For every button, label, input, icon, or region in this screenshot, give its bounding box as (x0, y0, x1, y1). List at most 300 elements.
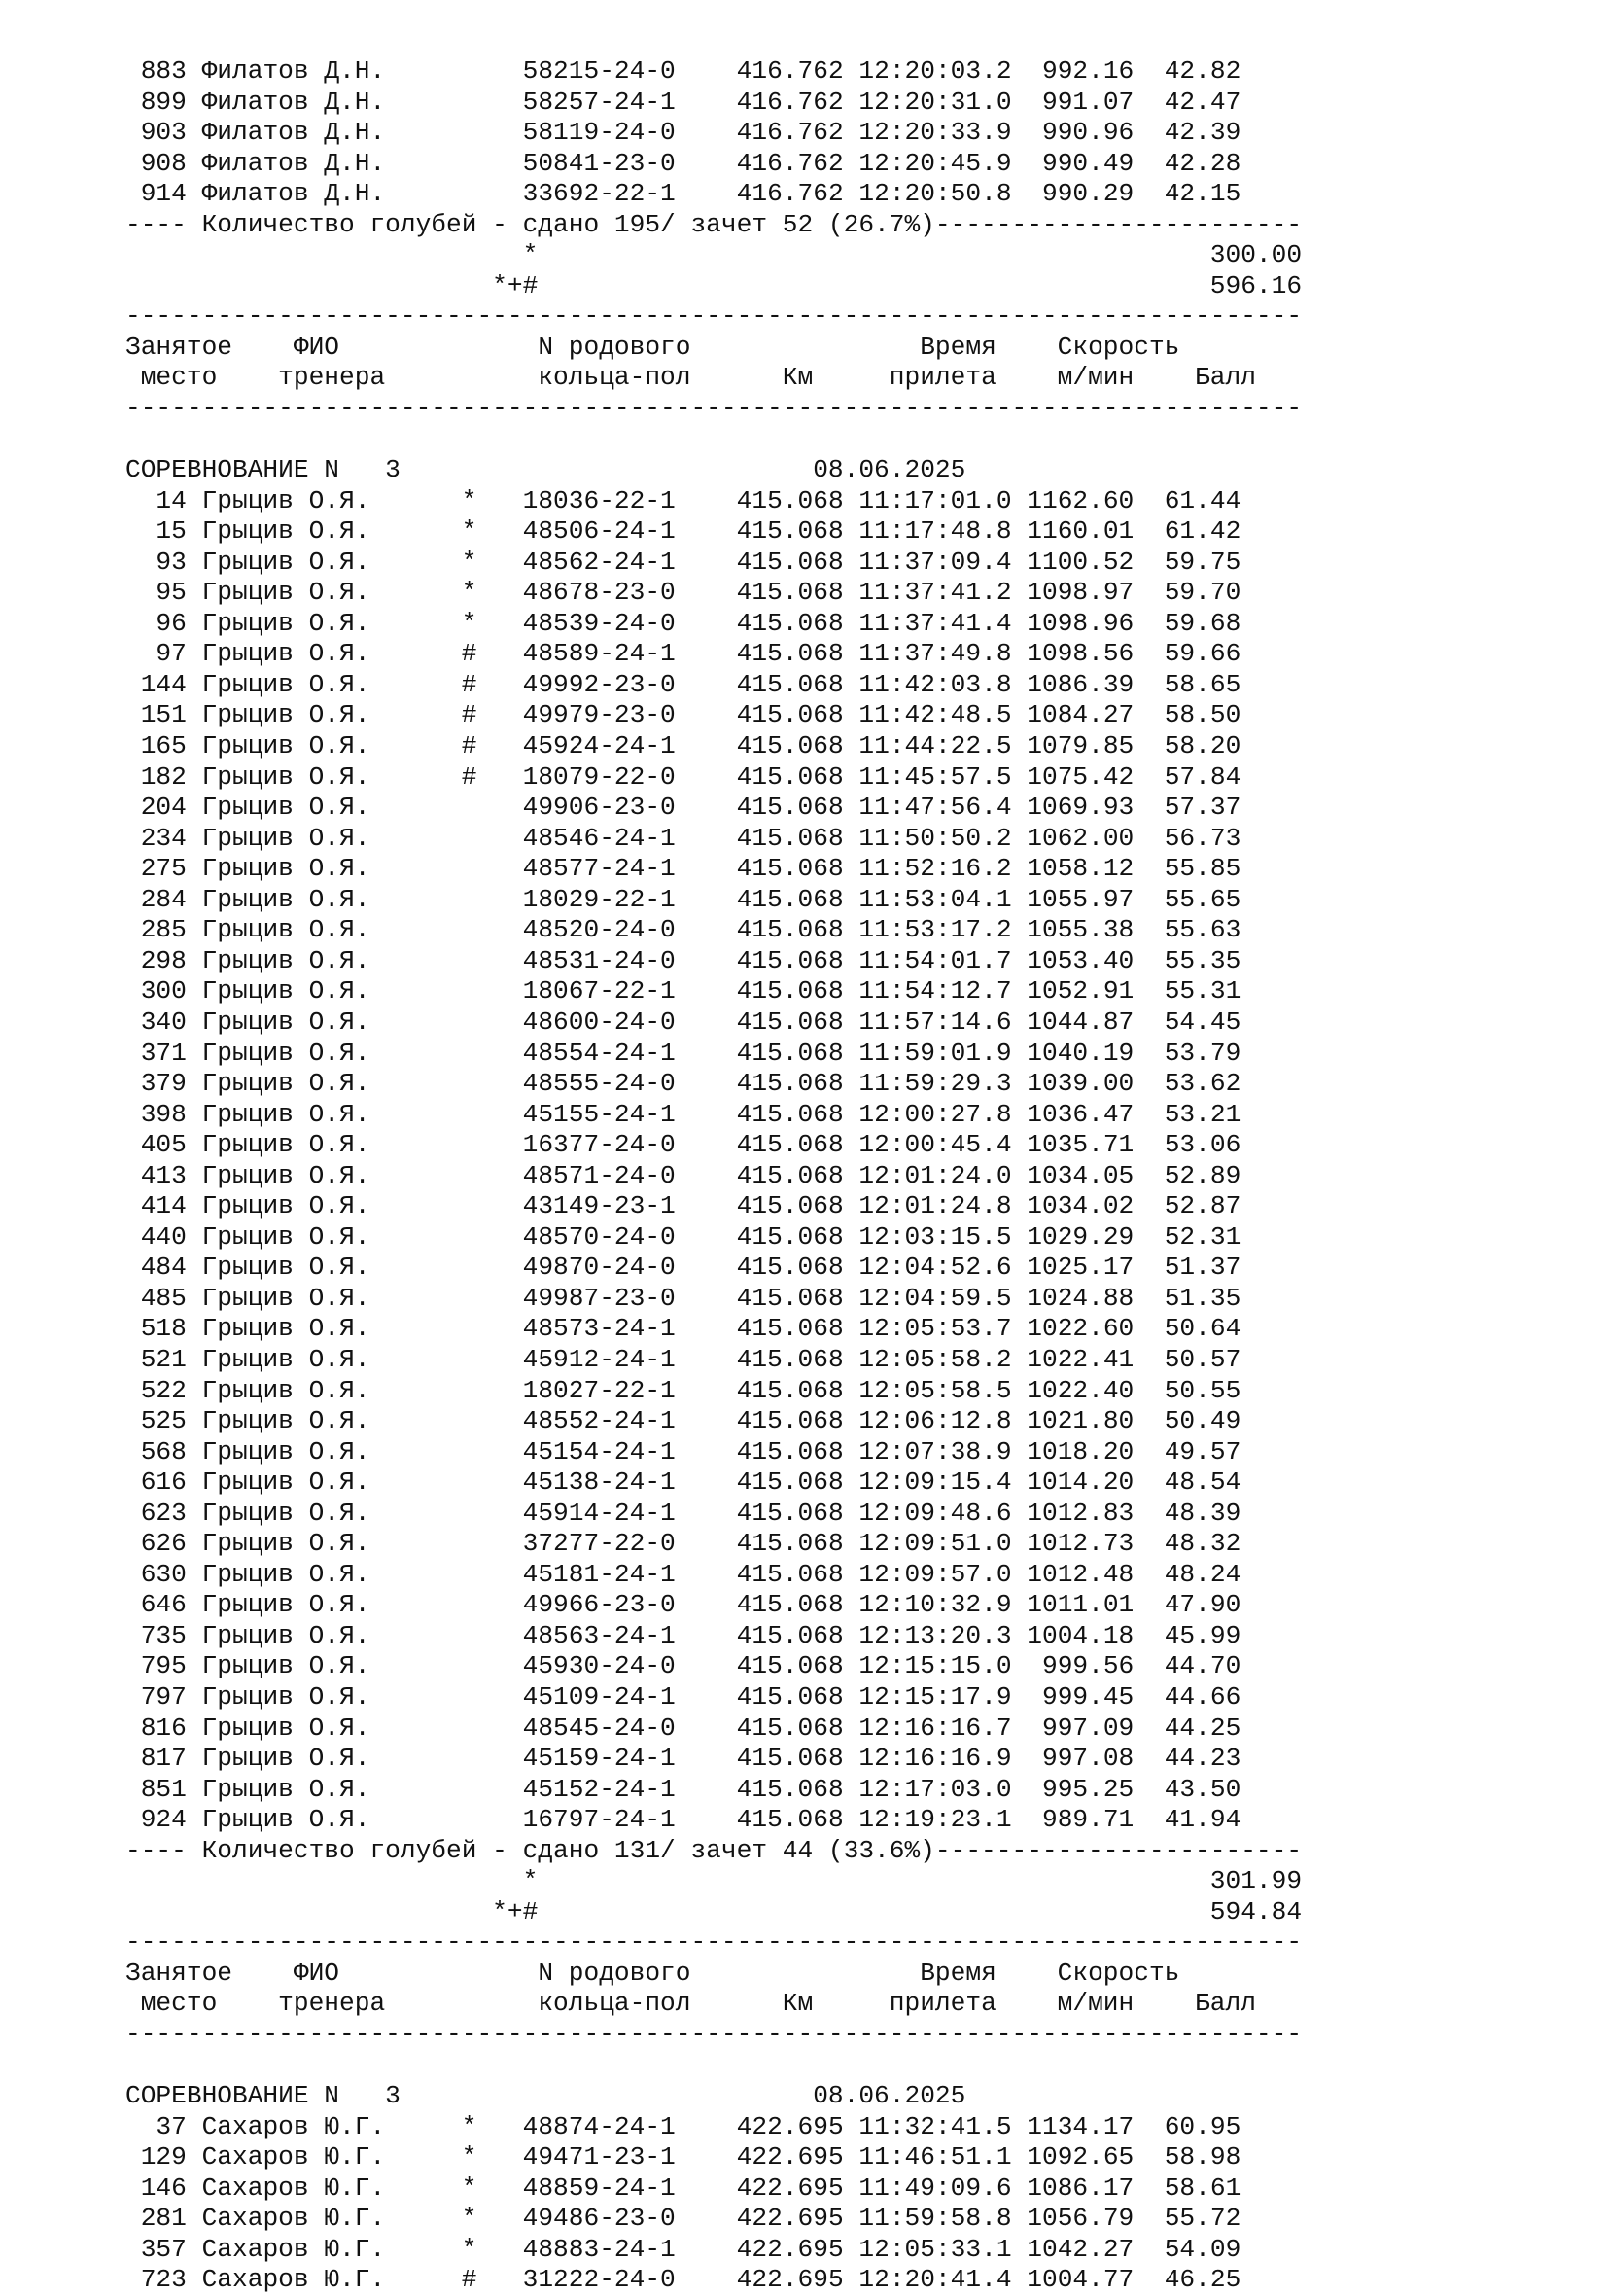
gap (676, 1713, 737, 1743)
table-row (125, 88, 1506, 119)
arrival-time-cell: 12:20:33.9 (858, 118, 1012, 148)
ring-number-cell: 18027-22-1 (522, 1375, 676, 1405)
mark-cell (462, 1191, 523, 1220)
arrival-time-cell: 11:59:58.8 (858, 2204, 1012, 2234)
mark-cell: # (461, 731, 523, 761)
arrival-time-cell: 12:03:15.5 (858, 1221, 1012, 1252)
trainer-name-cell: Грыцив О.Я. (201, 976, 462, 1007)
gap (187, 1007, 202, 1037)
ring-number-cell: 48531-24-0 (522, 945, 676, 975)
points-cell: 42.82 (1134, 56, 1241, 86)
gap (844, 915, 859, 944)
speed-cell: 1022.41 (1011, 1344, 1135, 1374)
distance-cell: 415.068 (736, 1590, 844, 1620)
gap (844, 700, 859, 729)
distance-cell: 415.068 (736, 1805, 844, 1835)
place-cell: 883 (125, 56, 187, 86)
header-speed-2: м/мин (1057, 363, 1196, 393)
gap (187, 1314, 202, 1343)
distance-cell: 415.068 (736, 516, 844, 547)
ring-number-cell: 48600-24-0 (522, 1007, 676, 1037)
trainer-name-cell: Грыцив О.Я. (201, 516, 462, 547)
gap (844, 793, 859, 822)
gap (125, 1989, 141, 2018)
gap (187, 639, 202, 668)
distance-cell: 415.068 (736, 485, 844, 515)
trainer-name-cell: Грыцив О.Я. (201, 1713, 462, 1743)
ring-number-cell: 49992-23-0 (522, 669, 676, 699)
speed-cell: 1079.85 (1011, 731, 1135, 761)
trainer-name-cell: Грыцив О.Я. (201, 793, 462, 823)
table-row (125, 56, 1506, 88)
gap (676, 1284, 737, 1313)
place-cell: 204 (125, 793, 187, 823)
gap (844, 1406, 859, 1435)
ring-number-cell: 49979-23-0 (522, 700, 676, 730)
trainer-name-cell: Грыцив О.Я. (201, 1805, 462, 1835)
speed-cell: 1012.48 (1011, 1559, 1135, 1589)
trainer-name-cell: Грыцив О.Я. (201, 1253, 462, 1283)
gap (676, 885, 737, 914)
gap (844, 516, 859, 546)
arrival-time-cell: 12:13:20.3 (858, 1620, 1012, 1650)
total-star-mark: * (522, 1866, 539, 1896)
ring-number-cell: 45930-24-0 (522, 1651, 676, 1681)
blank-line (125, 2051, 1506, 2082)
gap (676, 118, 737, 147)
place-cell: 357 (125, 2234, 187, 2264)
distance-cell: 415.068 (736, 915, 844, 945)
distance-cell: 415.068 (736, 1191, 844, 1221)
points-cell: 55.72 (1134, 2204, 1241, 2234)
trainer-name-cell: Сахаров Ю.Г. (201, 2234, 462, 2264)
points-cell: 59.66 (1134, 639, 1241, 669)
gap (187, 516, 202, 546)
header-speed-2: м/мин (1057, 1989, 1196, 2019)
points-cell: 50.57 (1134, 1344, 1241, 1374)
arrival-time-cell: 12:05:53.7 (858, 1314, 1012, 1344)
speed-cell: 1018.20 (1011, 1436, 1135, 1466)
table-row (125, 731, 1506, 762)
points-cell: 46.25 (1134, 2265, 1241, 2295)
distance-cell: 415.068 (736, 639, 844, 669)
points-cell: 44.70 (1134, 1651, 1241, 1681)
gap (187, 1805, 202, 1834)
gap (676, 2173, 737, 2203)
ring-number-cell: 45914-24-1 (522, 1498, 676, 1528)
gap (844, 1499, 859, 1528)
distance-cell: 422.695 (736, 2172, 844, 2203)
blank-line (125, 425, 1506, 456)
ring-number-cell: 48570-24-0 (522, 1221, 676, 1252)
points-cell: 52.31 (1134, 1221, 1241, 1252)
ring-number-cell: 48539-24-0 (522, 608, 676, 638)
ring-number-cell: 48562-24-1 (522, 547, 676, 577)
gap (676, 1161, 737, 1190)
speed-cell: 1039.00 (1011, 1069, 1135, 1099)
mark-cell (462, 854, 523, 883)
points-cell: 52.87 (1134, 1191, 1241, 1221)
place-cell: 525 (125, 1406, 187, 1436)
ring-number-cell: 48678-23-0 (522, 578, 676, 608)
gap (187, 1222, 202, 1252)
speed-cell: 997.09 (1011, 1713, 1135, 1743)
gap (187, 946, 202, 975)
ring-number-cell: 48859-24-1 (522, 2172, 676, 2203)
ring-number-cell: 48555-24-0 (522, 1069, 676, 1099)
gap (844, 2235, 859, 2264)
speed-cell: 1044.87 (1011, 1007, 1135, 1037)
gap (676, 149, 737, 178)
table-row (125, 915, 1506, 946)
mark-cell: * (461, 608, 523, 638)
points-cell: 50.49 (1134, 1406, 1241, 1436)
points-cell: 51.35 (1134, 1283, 1241, 1313)
mark-cell (462, 149, 523, 178)
total-star-value: 301.99 (538, 1866, 1303, 1896)
gap (844, 946, 859, 975)
table-row (125, 1039, 1506, 1070)
header-points: Балл (1195, 363, 1256, 393)
distance-cell: 415.068 (736, 793, 844, 823)
speed-cell: 990.29 (1011, 179, 1135, 209)
place-cell: 37 (125, 2111, 187, 2141)
arrival-time-cell: 12:20:31.0 (858, 87, 1012, 117)
mark-cell (462, 1590, 523, 1619)
speed-cell: 999.45 (1011, 1681, 1135, 1712)
summary-line (125, 1836, 1506, 1867)
gap (676, 1744, 737, 1773)
trainer-name-cell: Грыцив О.Я. (201, 1590, 462, 1620)
ring-number-cell: 33692-22-1 (522, 179, 676, 209)
gap (676, 946, 737, 975)
total-star-mark: * (522, 240, 539, 270)
arrival-time-cell: 12:09:57.0 (858, 1559, 1012, 1589)
points-cell: 55.63 (1134, 915, 1241, 945)
gap (844, 1713, 859, 1743)
gap (676, 1621, 737, 1650)
gap (187, 88, 202, 117)
gap (187, 1069, 202, 1098)
ring-number-cell: 48552-24-1 (522, 1406, 676, 1436)
gap (187, 56, 202, 86)
table-row (125, 1590, 1506, 1621)
mark-cell: * (461, 2204, 523, 2234)
header-name-2: тренера (278, 1989, 539, 2019)
arrival-time-cell: 11:57:14.6 (858, 1007, 1012, 1037)
place-cell: 398 (125, 1099, 187, 1129)
speed-cell: 1004.18 (1011, 1620, 1135, 1650)
gap (676, 548, 737, 577)
arrival-time-cell: 11:17:01.0 (858, 485, 1012, 515)
distance-cell: 415.068 (736, 669, 844, 699)
trainer-name-cell: Грыцив О.Я. (201, 884, 462, 914)
mark-cell (462, 1529, 523, 1558)
summary-text: Количество голубей - сдано 131/ зачет 44 (33.6%) (201, 1835, 935, 1865)
trainer-name-cell: Филатов Д.Н. (201, 56, 462, 86)
header-km: Км (782, 363, 890, 393)
distance-cell: 415.068 (736, 1221, 844, 1252)
distance-cell: 415.068 (736, 1069, 844, 1099)
table-header-row-1 (125, 333, 1506, 364)
ring-number-cell: 45912-24-1 (522, 1344, 676, 1374)
arrival-time-cell: 12:10:32.9 (858, 1590, 1012, 1620)
header-place-2: место (140, 363, 279, 393)
gap (844, 1682, 859, 1712)
arrival-time-cell: 12:19:23.1 (858, 1805, 1012, 1835)
ring-number-cell: 48883-24-1 (522, 2234, 676, 2264)
points-cell: 61.42 (1134, 516, 1241, 547)
place-cell: 568 (125, 1436, 187, 1466)
gap (125, 363, 141, 392)
points-cell: 55.85 (1134, 854, 1241, 884)
competition-date: 08.06.2025 (813, 455, 966, 485)
speed-cell: 1040.19 (1011, 1038, 1135, 1068)
table-row (125, 1007, 1506, 1039)
ring-number-cell: 45138-24-1 (522, 1467, 676, 1498)
place-cell: 129 (125, 2142, 187, 2172)
arrival-time-cell: 12:00:45.4 (858, 1130, 1012, 1160)
ring-number-cell: 48577-24-1 (522, 854, 676, 884)
gap (676, 1590, 737, 1619)
mark-cell: * (461, 2172, 523, 2203)
trainer-name-cell: Грыцив О.Я. (201, 1406, 462, 1436)
points-cell: 48.32 (1134, 1529, 1241, 1559)
place-cell: 371 (125, 1038, 187, 1068)
distance-cell: 415.068 (736, 823, 844, 853)
gap (187, 1467, 202, 1497)
gap (676, 1345, 737, 1374)
gap (844, 1805, 859, 1834)
gap (844, 1222, 859, 1252)
distance-cell: 415.068 (736, 608, 844, 638)
gap (844, 762, 859, 792)
place-cell: 182 (125, 761, 187, 792)
speed-cell: 1062.00 (1011, 823, 1135, 853)
table-row (125, 578, 1506, 609)
arrival-time-cell: 11:53:04.1 (858, 884, 1012, 914)
ring-number-cell: 45159-24-1 (522, 1744, 676, 1774)
place-cell: 284 (125, 884, 187, 914)
total-star-line (125, 1866, 1506, 1897)
place-cell: 616 (125, 1467, 187, 1498)
gap (844, 824, 859, 853)
summary-line (125, 210, 1506, 241)
gap (187, 700, 202, 729)
speed-cell: 1100.52 (1011, 547, 1135, 577)
ring-number-cell: 48571-24-0 (522, 1160, 676, 1190)
speed-cell: 1086.39 (1011, 669, 1135, 699)
trainer-name-cell: Сахаров Ю.Г. (201, 2265, 462, 2295)
header-time: Время (920, 1958, 1058, 1988)
gap (187, 1130, 202, 1159)
gap (676, 639, 737, 668)
speed-cell: 999.56 (1011, 1651, 1135, 1681)
mark-cell (462, 1467, 523, 1497)
mark-cell (462, 1406, 523, 1435)
gap (844, 2173, 859, 2203)
speed-cell: 1134.17 (1011, 2111, 1135, 2141)
gap (187, 118, 202, 147)
gap (844, 149, 859, 178)
total-combo-value: 596.16 (538, 270, 1303, 300)
header-time-2: прилета (889, 1989, 1058, 2019)
place-cell: 440 (125, 1221, 187, 1252)
table-row (125, 1314, 1506, 1345)
points-cell: 42.15 (1134, 179, 1241, 209)
trainer-name-cell: Грыцив О.Я. (201, 1774, 462, 1804)
arrival-time-cell: 12:15:15.0 (858, 1651, 1012, 1681)
ring-number-cell: 18029-22-1 (522, 884, 676, 914)
distance-cell: 415.068 (736, 1498, 844, 1528)
arrival-time-cell: 11:37:41.2 (858, 578, 1012, 608)
trainer-name-cell: Грыцив О.Я. (201, 669, 462, 699)
mark-cell (462, 179, 523, 208)
mark-cell (462, 1314, 523, 1343)
arrival-time-cell: 11:54:01.7 (858, 945, 1012, 975)
points-cell: 57.84 (1134, 761, 1241, 792)
trainer-name-cell: Грыцив О.Я. (201, 1744, 462, 1774)
table-row (125, 2173, 1506, 2205)
points-cell: 48.24 (1134, 1559, 1241, 1589)
gap (187, 1590, 202, 1619)
speed-cell: 991.07 (1011, 87, 1135, 117)
table-row (125, 118, 1506, 149)
trainer-name-cell: Филатов Д.Н. (201, 87, 462, 117)
gap (187, 1406, 202, 1435)
header-place: Занятое (125, 1958, 294, 1988)
trainer-name-cell: Грыцив О.Я. (201, 1221, 462, 1252)
speed-cell: 1052.91 (1011, 976, 1135, 1007)
mark-cell (462, 1805, 523, 1834)
arrival-time-cell: 12:20:50.8 (858, 179, 1012, 209)
gap (844, 1651, 859, 1680)
trainer-name-cell: Сахаров Ю.Г. (201, 2111, 462, 2141)
arrival-time-cell: 11:54:12.7 (858, 976, 1012, 1007)
mark-cell (462, 56, 523, 86)
gap (676, 854, 737, 883)
ring-number-cell: 45109-24-1 (522, 1681, 676, 1712)
distance-cell: 422.695 (736, 2204, 844, 2234)
gap (844, 976, 859, 1006)
table-row (125, 1161, 1506, 1192)
mark-cell (462, 1560, 523, 1589)
speed-cell: 1069.93 (1011, 793, 1135, 823)
place-cell: 924 (125, 1805, 187, 1835)
mark-cell (462, 1682, 523, 1712)
gap (676, 1130, 737, 1159)
distance-cell: 416.762 (736, 56, 844, 86)
points-cell: 61.44 (1134, 485, 1241, 515)
points-cell: 59.75 (1134, 547, 1241, 577)
ring-number-cell: 58119-24-0 (522, 118, 676, 148)
mark-cell (462, 88, 523, 117)
gap (676, 1100, 737, 1129)
mark-cell (462, 1253, 523, 1282)
gap (676, 793, 737, 822)
table-row (125, 1253, 1506, 1284)
gap (844, 2112, 859, 2141)
points-cell: 51.37 (1134, 1253, 1241, 1283)
speed-cell: 1036.47 (1011, 1099, 1135, 1129)
place-cell: 298 (125, 945, 187, 975)
points-cell: 56.73 (1134, 823, 1241, 853)
distance-cell: 415.068 (736, 1344, 844, 1374)
gap (676, 1775, 737, 1804)
mark-cell (462, 118, 523, 147)
table-row (125, 2265, 1506, 2296)
table-row (125, 1682, 1506, 1713)
ring-number-cell: 43149-23-1 (522, 1191, 676, 1221)
points-cell: 58.20 (1134, 731, 1241, 761)
table-row (125, 486, 1506, 517)
arrival-time-cell: 11:37:09.4 (858, 547, 1012, 577)
speed-cell: 1075.42 (1011, 761, 1135, 792)
gap (844, 1161, 859, 1190)
speed-cell: 1098.96 (1011, 608, 1135, 638)
distance-cell: 415.068 (736, 1007, 844, 1037)
table-row (125, 516, 1506, 548)
arrival-time-cell: 11:59:29.3 (858, 1069, 1012, 1099)
place-cell: 484 (125, 1253, 187, 1283)
gap (676, 1805, 737, 1834)
distance-cell: 416.762 (736, 118, 844, 148)
ring-number-cell: 45152-24-1 (522, 1774, 676, 1804)
gap (844, 2142, 859, 2172)
ring-number-cell: 49906-23-0 (522, 793, 676, 823)
place-cell: 93 (125, 547, 187, 577)
distance-cell: 416.762 (736, 148, 844, 178)
arrival-time-cell: 12:04:59.5 (858, 1283, 1012, 1313)
gap (676, 609, 737, 638)
trainer-name-cell: Филатов Д.Н. (201, 118, 462, 148)
place-cell: 97 (125, 639, 187, 669)
speed-cell: 1029.29 (1011, 1221, 1135, 1252)
speed-cell: 1034.05 (1011, 1160, 1135, 1190)
header-name: ФИО (293, 332, 539, 362)
place-cell: 485 (125, 1283, 187, 1313)
place-cell: 630 (125, 1559, 187, 1589)
gap (844, 885, 859, 914)
gap (844, 1191, 859, 1220)
distance-cell: 415.068 (736, 1651, 844, 1681)
trainer-name-cell: Грыцив О.Я. (201, 854, 462, 884)
points-cell: 53.62 (1134, 1069, 1241, 1099)
gap (187, 578, 202, 607)
gap (844, 609, 859, 638)
gap: ------------------------ (934, 209, 1303, 239)
header-name: ФИО (293, 1958, 539, 1988)
points-cell: 44.25 (1134, 1713, 1241, 1743)
ring-number-cell: 48874-24-1 (522, 2111, 676, 2141)
speed-cell: 990.96 (1011, 118, 1135, 148)
gap (844, 88, 859, 117)
points-cell: 59.68 (1134, 608, 1241, 638)
points-cell: 53.06 (1134, 1130, 1241, 1160)
gap (187, 670, 202, 699)
place-cell: 144 (125, 669, 187, 699)
points-cell: 44.23 (1134, 1744, 1241, 1774)
speed-cell: 1098.97 (1011, 578, 1135, 608)
place-cell: 146 (125, 2172, 187, 2203)
points-cell: 44.66 (1134, 1681, 1241, 1712)
gap (187, 149, 202, 178)
place-cell: 379 (125, 1069, 187, 1099)
ring-number-cell: 49870-24-0 (522, 1253, 676, 1283)
trainer-name-cell: Грыцив О.Я. (201, 639, 462, 669)
ring-number-cell: 48573-24-1 (522, 1314, 676, 1344)
trainer-name-cell: Грыцив О.Я. (201, 1620, 462, 1650)
